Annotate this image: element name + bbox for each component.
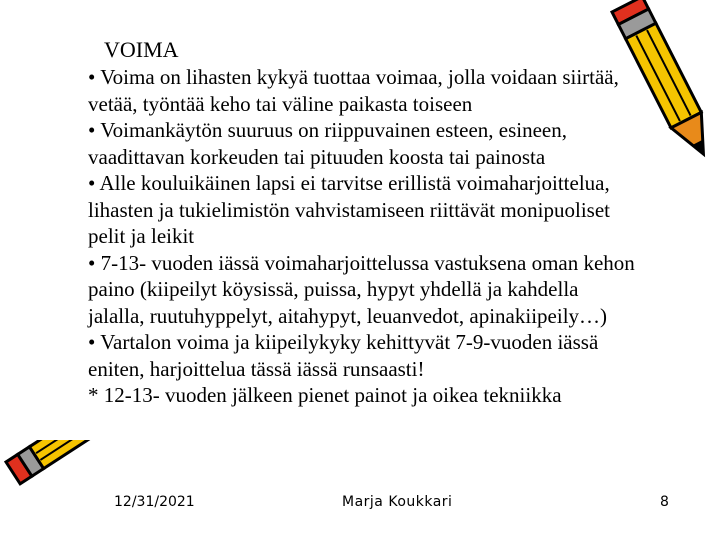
body-line: jalalla, ruutuhyppelyt, aitahypyt, leuanvedot, apinakiipeily…) (88, 303, 608, 328)
body-line: • Voimankäytön suuruus on riippuvainen esteen, esineen, (88, 118, 567, 142)
footer-author: Marja Koukkari (342, 494, 453, 510)
body-line: • Alle kouluikäinen lapsi ei tarvitse erillistä voimaharjoittelua, (88, 171, 610, 195)
body-line: • 7-13- vuoden iässä voimaharjoittelussa vastuksena oman kehon (88, 250, 635, 275)
body-line: vaadittavan korkeuden tai pituuden koosta tai painosta (88, 144, 546, 169)
body-line: paino (kiipeilyt köysissä, puissa, hypyt yhdellä ja kahdella (88, 277, 579, 301)
pencil-icon (0, 440, 130, 540)
slide-title: VOIMA (104, 37, 179, 62)
body-line: pelit ja leikit (88, 224, 195, 248)
body-line: • Voima on lihasten kykyä tuottaa voimaa, jolla voidaan siirtää, (88, 65, 619, 89)
body-line: vetää, työntää keho tai väline paikasta toiseen (88, 91, 473, 116)
body-line: * 12-13- vuoden jälkeen pienet painot ja oikea tekniikka (88, 383, 562, 407)
body-line: eniten, harjoittelua tässä iässä runsaasti! (88, 356, 425, 381)
slide-body (88, 64, 718, 409)
body-line: lihasten ja tukielimistön vahvistamiseen riittävät monipuoliset (88, 197, 610, 222)
footer-date: 12/31/2021 (114, 494, 195, 510)
page-number: 8 (660, 494, 669, 510)
body-line: • Vartalon voima ja kiipeilykyky kehittyvät 7-9-vuoden iässä (88, 330, 599, 354)
